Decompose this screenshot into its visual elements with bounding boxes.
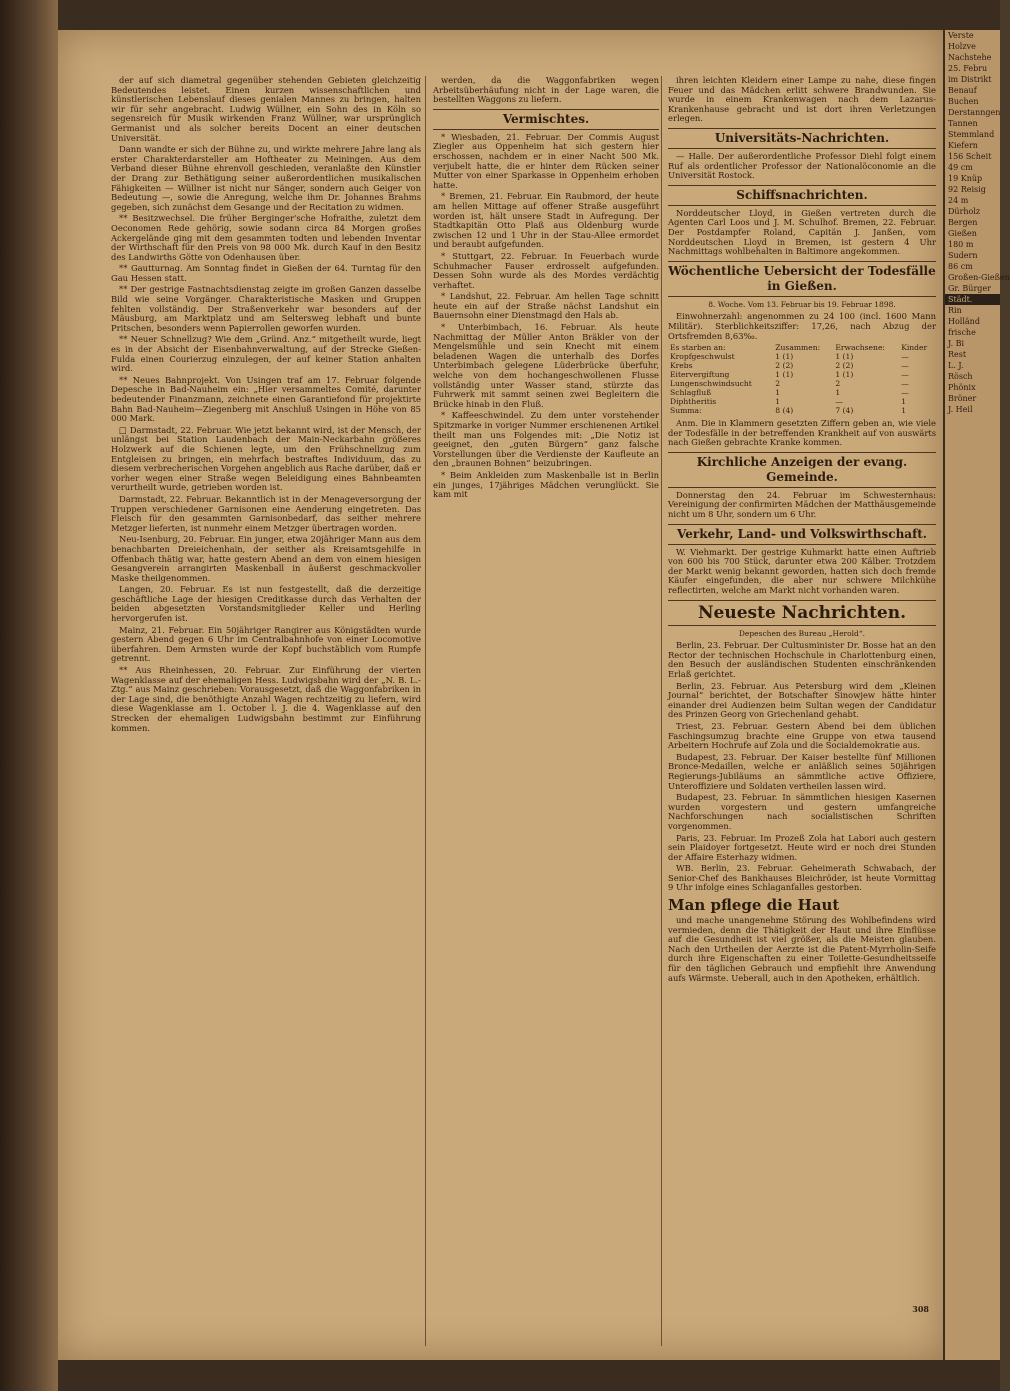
table-row [668,361,936,370]
strip-line: Kiefern [948,141,978,150]
table-cell: 1 [775,388,781,398]
adjacent-page-strip [945,30,1010,1360]
col1-paragraph: Mainz, 21. Februar. Ein 50jähriger Rangirer aus Königstädten wurde gestern Abend gegen 6 Uhr im Centralbahnhofe von einer Locomotive überfahren. Dem Armsten wurde der Kopf buchstäblich vom Rumpfe getrennt. [111,624,421,664]
strip-line: Gießen [948,229,977,238]
table-cell: — [901,370,909,380]
col1-paragraph: ** Neuer Schnellzug? Wie dem „Gründ. Anz.“ mitgetheilt wurde, liegt es in der Absicht der Eisenbahnverwaltung, auf der Strecke Gießen-Fulda einen Courierzug einzulegen, der auf keiner Station anhalten wird. [111,334,421,374]
strip-line: 92 Reisig [948,185,986,194]
strip-line: 19 Knüp [948,174,983,183]
strip-line: Gr. Bürger [948,284,991,293]
strip-line: Rest [948,350,967,359]
news-item: Paris, 23. Februar. Im Prozeß Zola hat Labori auch gestern sein Plaidoyer fortgesetzt. Heute wird er noch drei Stunden der Affaire Esterhazy widmen. [668,832,936,862]
table-row [668,397,936,406]
news-item: Berlin, 23. Februar. Der Cultusminister Dr. Bosse hat an den Rector der technischen Hochschule in Charlottenburg einen, den Besuch der ausländischen Studenten einschränkenden Erlaß gerichtet. [668,640,936,679]
university-news: — Halle. Der außerordentliche Professor Diehl folgt einem Ruf als ordentlicher Professor der Nationalöconomie an die Universität Rostock. [668,150,936,181]
column-1 [111,76,421,1356]
section-heading-mortality: Wöchentliche Uebersicht der Todesfälle in Gießen. [668,261,936,297]
table-header-cell: Kinder [901,343,928,353]
strip-line: 49 cm [948,163,973,172]
table-cell: 1 (1) [835,370,854,380]
strip-line: Buchen [948,97,979,106]
col1-paragraph: Neu-Isenburg, 20. Februar. Ein junger, etwa 20jähriger Mann aus dem benachbarten Dreieichenhain, der seither als Kreisamtsgehilfe in Offenbach thätig war, hatte gestern Abend an dem von einem hiesigen Gesangverein arrangirten Maskenball in äußerst geschmackvoller Maske theilgenommen. [111,534,421,583]
table-cell: Lungenschwindsucht [670,379,752,389]
table-cell: 7 (4) [835,406,854,416]
section-heading-university: Universitäts-Nachrichten. [668,128,936,149]
strip-line: Rösch [948,372,973,381]
table-cell: 8 (4) [775,406,794,416]
table-cell: 1 [775,397,781,407]
table-row [668,379,936,388]
section-heading-latest-news: Neueste Nachrichten. [668,600,936,626]
section-heading-church: Kirchliche Anzeigen der evang. Gemeinde. [668,452,936,488]
table-cell: Summa: [670,406,702,416]
news-item: Budapest, 23. Februar. Der Kaiser bestellte fünf Millionen Bronce-Medaillen, welche er anläßlich seines 50jährigen Regierungs-Jubiläums an sämmtliche active Offiziere, Unteroffiziere und Soldaten vertheilen lassen wird. [668,751,936,791]
table-cell: 1 [901,406,907,416]
col1-paragraph: ** Besitzwechsel. Die früher Berginger'sche Hofraithe, zuletzt dem Oeconomen Rede gehörig, sowie sodann circa 84 Morgen großes Ackergelände ging mit dem gesammten todten und lebenden Inventar der Wirthschaft für den Preis von 98 000 Mk. durch Kauf in den Besitz des Landwirths Götte von Odenhausen über. [111,213,421,262]
column-3 [668,76,936,1356]
col1-paragraph: ** Neues Bahnprojekt. Von Usingen traf am 17. Februar folgende Depesche in Bad-Nauheim ein: „Hier versammeltes Comité, darunter bedeutender Finanzmann, zeichnete einen Garantiefond für projektirte Bahn Bad-Nauheim—Ziegenberg mit Anschluß Usingen in Höhe von 85 000 Mark. [111,374,421,424]
col2-paragraph: * Landshut, 22. Februar. Am hellen Tage schnitt heute ein auf der Straße nächst Landshut ein Bauernsohn einer Dienstmagd den Hals ab. [433,291,659,321]
table-cell: 2 (2) [775,361,794,371]
col1-paragraph: □ Darmstadt, 22. Februar. Wie jetzt bekannt wird, ist der Mensch, der unlängst bei Station Laudenbach der Main-Neckarbahn größeres Holzwerk auf die Schienen legte, um den Frühschnellzug zum Entgleisen zu bringen, ein mehrfach bestraftes Individuum, das zu diesem verbrecherischen Vorgehen angeblich aus Rache darüber, daß er vorher wegen einer Straße wegen Beleidigung eines Bahnbeamten verurtheilt wurde, getrieben worden ist. [111,424,421,493]
strip-line: L. J. [948,361,964,370]
column-rule [661,76,662,1346]
table-cell: — [901,352,909,362]
mortality-population: Einwohnerzahl: angenommen zu 24 100 (incl. 1600 Mann Militär). Sterblichkeitsziffer: 17,26, nach Abzug der Ortsfremden 8,63‰. [668,311,936,341]
newspaper-sheet [58,30,943,1360]
col2-paragraph: * Unterbimbach, 16. Februar. Als heute Nachmittag der Müller Anton Bräkler von der Mengelsmühle und sein Knecht mit einem beladenen Wagen die unterhalb des Dorfes Unterbimbach gelegene Lüderbrücke überfuhr, welche von dem hochangeschwollenen Flusse vollständig unter Wasser stand, stürzte das Fuhrwerk mit sammt seinen zwei Begleitern die Brücke hinab in den Fluß. [433,322,659,409]
table-row [668,406,936,415]
strip-line: Stemmland [948,130,995,139]
strip-line: Bröner [948,394,977,403]
strip-line: Derstanngen [948,108,1001,117]
col1-paragraph: Langen, 20. Februar. Es ist nun festgestellt, daß die derzeitige geschäftliche Lage der hiesigen Creditkasse durch das Verhalten der beiden abgesetzten Vorstandsmitglieder Keller und Herling hervorgerufen ist. [111,584,421,624]
mortality-note: Anm. Die in Klammern gesetzten Ziffern geben an, wie viele der Todesfälle in der betreffenden Krankheit auf von auswärts nach Gießen gebrachte Kranke kommen. [668,418,936,448]
table-cell: 1 (1) [835,352,854,362]
table-cell: Kropfgeschwulst [670,352,735,362]
section-heading-shipping: Schiffsnachrichten. [668,185,936,206]
column-2 [433,76,659,1356]
table-cell: 1 (1) [775,352,794,362]
table-header-cell: Es starben an: [670,343,726,353]
advertisement-text: und mache unangenehme Störung des Wohlbefindens wird vermieden, denn die Thätigkeit der Haut und ihre Einflüsse auf die Gesundheit ist viel größer, als die Meisten glauben. Nach den Urtheilen der Aerzte ist die Patent-Myrrholin-Seife durch ihre Eigenschaften zu einer Toilette-Gesundheitsseife für den täglichen Gebrauch und empfiehlt ihre Anwendung aufs Wärmste. Ueberall, auch in den Apotheken, erhältlich. [668,915,936,983]
table-cell: Krebs [670,361,693,371]
column-rule [425,76,426,1346]
table-cell: 1 (1) [775,370,794,380]
mortality-week: 8. Woche. Vom 13. Februar bis 19. Februar 1898. [708,299,896,309]
strip-line: Phönix [948,383,976,392]
strip-line: 25. Febru [948,64,988,73]
col2-intro: werden, da die Waggonfabriken wegen Arbeitsüberhäufung nicht in der Lage waren, die bestellten Waggons zu liefern. [433,75,659,105]
strip-line: 180 m [948,240,974,249]
table-cell: Diphtheritis [670,397,717,407]
shipping-news: Norddeutscher Lloyd, in Gießen vertreten durch die Agenten Carl Loos und J. M. Schulhof. Bremen, 22. Februar. Der Postdampfer Roland, Capitän J. Janßen, vom Norddeutschen Lloyd in Bremen, ist gestern 4 Uhr Nachmittags wohlbehalten in Baltimore angekommen. [668,207,936,257]
strip-line: J. Heil [948,405,973,414]
table-cell: — [835,397,843,407]
col2-paragraph: * Beim Ankleiden zum Maskenballe ist in Berlin ein junges, 17jähriges Mädchen verunglückt. Sie kam mit [433,469,659,500]
strip-line: Städt. [945,294,1000,305]
table-cell: 2 [835,379,841,389]
table-row [668,388,936,397]
table-cell: Eitervergiftung [670,370,730,380]
table-header-row [668,343,936,352]
table-header-cell: Zusammen: [775,343,821,353]
col2-paragraph: * Wiesbaden, 21. Februar. Der Commis August Ziegler aus Oppenheim hat sich gestern hier erschossen, nachdem er in einer Nacht 500 Mk. verjubelt hatte, die er hinter dem Rücken seiner Mutter von einer Sparkasse in Oppenheim erhoben hatte. [433,131,659,190]
section-heading-vermischtes: Vermischtes. [433,109,659,130]
table-header-cell: Erwachsene: [835,343,885,353]
news-item: WB. Berlin, 23. Februar. Geheimerath Schwabach, der Senior-Chef des Bankhauses Bleichröder, ist heute Vormittag 9 Uhr infolge eines Schlaganfalles gestorben. [668,863,936,893]
economy-news: W. Viehmarkt. Der gestrige Kuhmarkt hatte einen Auftrieb von 600 bis 700 Stück, darunter etwa 200 Kälber. Trotzdem der Markt wenig bekannt geworden, hatten sich doch fremde Käufer eingefunden, die aber nur schwere Milchkühe reflectirten, welche am Markt nicht vorhanden waren. [668,546,936,596]
col2-paragraph: * Stuttgart, 22. Februar. In Feuerbach wurde Schuhmacher Fauser erdrosselt aufgefunden. Dessen Sohn wurde als des Mordes verdächtig verhaftet. [433,250,659,290]
strip-line: Großen-Gießen [948,273,1010,282]
strip-line: Sudern [948,251,978,260]
table-cell: — [901,361,909,371]
table-row [668,352,936,361]
news-item: Berlin, 23. Februar. Aus Petersburg wird dem „Kleinen Journal“ berichtet, der Botschafter Sinowjew hätte hinter einander drei Audienzen beim Sultan wegen der Candidatur des Prinzen Georg von Griechenland gehabt. [668,680,936,720]
col3-intro: ihren leichten Kleidern einer Lampe zu nahe, diese fingen Feuer und das Mädchen erlitt schwere Brandwunden. Sie wurde in einem Krankenwagen nach dem Lazarus-Krankenhause gebracht und ist dort ihren Verletzungen erlegen. [668,75,936,124]
table-cell: — [901,388,909,398]
strip-line: Rin [948,306,962,315]
col1-paragraph: ** Gautturnag. Am Sonntag findet in Gießen der 64. Turntag für den Gau Hessen statt. [111,263,421,283]
col1-paragraph: ** Aus Rheinhessen, 20. Februar. Zur Einführung der vierten Wagenklasse auf der ehemaligen Hess. Ludwigsbahn wird der „N. B. L.-Ztg.“ aus Mainz geschrieben: Vorausgesetzt, daß die Waggonfabriken in der Lage sind, die benöthigte Anzahl Wagen rechtzeitig zu liefern, wird diese Wagenklasse am 1. October l. J. die 4. Wagenklasse auf den Strecken der ehemaligen Ludwigsbahn bestimmt zur Einführung kommen. [111,665,421,733]
strip-line: Dürholz [948,207,981,216]
table-row [668,370,936,379]
book-binding [0,0,58,1391]
strip-line: 156 Scheit [948,152,992,161]
col2-paragraph: * Kaffeeschwindel. Zu dem unter vorstehender Spitzmarke in voriger Nummer erschienenen Artikel theilt man uns Folgendes mit: „Die Notiz ist geeignet, den „guten Bürgern“ ganz falsche Vorstellungen über die Verdienste der Kaufleute an den „braunen Bohnen“ beizubringen. [433,410,659,469]
col1-paragraph: Darmstadt, 22. Februar. Bekanntlich ist in der Menageversorgung der Truppen verschiedener Garnisonen eine Aenderung eingetreten. Das Fleisch für den gesammten Garnisonbedarf, das seither mehrere Metzger lieferten, ist nunmehr einem Metzger übertragen worden. [111,493,421,533]
strip-line: Holzve [948,42,976,51]
strip-line: 24 m [948,196,969,205]
section-heading-economy: Verkehr, Land- und Volkswirthschaft. [668,524,936,545]
strip-line: Nachstehe [948,53,992,62]
strip-line: Benauf [948,86,977,95]
col1-paragraph: Dann wandte er sich der Bühne zu, und wirkte mehrere Jahre lang als erster Charakterdarsteller am Hoftheater zu Meiningen. Aus dem Verband dieser Bühne ehrenvoll geschieden, veranlaßte den Künstler der Drang zur Bethätigung seiner außerordentlichen musikalischen Fähigkeiten — Wüllner ist nicht nur Sänger, sondern auch Geiger von Bedeutung —, sowie die Anregung, welche ihm Dr. Johannes Brahms gegeben, sich zunächst dem Gesange und der Recitation zu widmen. [111,144,421,212]
church-notice: Donnerstag den 24. Februar im Schwesternhaus: Vereinigung der confirmirten Mädchen der Matthäusgemeinde nicht um 8 Uhr, sondern um 6 Uhr. [668,489,936,520]
table-cell: Schlagfluß [670,388,712,398]
strip-line: Holländ [948,317,980,326]
strip-line: Verste [948,31,974,40]
news-item: Budapest, 23. Februar. In sämmtlichen hiesigen Kasernen wurden vorgestern und gestern umfangreiche Nachforschungen nach socialistischen Schriften vorgenommen. [668,792,936,831]
strip-line: im Distrikt [948,75,992,84]
advertisement-heading: Man pflege die Haut [668,896,840,915]
col2-paragraph: * Bremen, 21. Februar. Ein Raubmord, der heute am hellen Mittage auf offener Straße ausgeführt worden ist, hält unsere Stadt in Aufregung. Der Stadtkapitän Otto Plaß aus Oldenburg wurde zwischen 12 und 1 Uhr in der Stau-Allee ermordet und beraubt aufgefunden. [433,191,659,250]
strip-line: frische [948,328,976,337]
table-cell: 2 (2) [835,361,854,371]
table-cell: 1 [835,388,841,398]
mortality-table [668,343,936,415]
news-source: Depeschen des Bureau „Herold“. [738,628,866,638]
strip-line: Bergen [948,218,978,227]
col1-paragraph: der auf sich diametral gegenüber stehenden Gebieten gleichzeitig Bedeutendes leistet. Einen kurzen wissenschaftlichen und künstlerischen Lebenslauf dieses genialen Mannes zu bringen, halten wir für sehr angebracht. Ludwig Wüllner, ein Sohn des in Köln so segensreich für Musik wirkenden Franz Wüllner, war ursprünglich Germanist und als solcher bereits Docent an einer deutschen Universität. [111,75,421,143]
page-number: 308 [912,1304,929,1314]
strip-line: 86 cm [948,262,973,271]
news-item: Triest, 23. Februar. Gestern Abend bei dem üblichen Faschingsumzug brachte eine Gruppe von etwa tausend Arbeitern Hochrufe auf Zola und die Socialdemokratie aus. [668,720,936,751]
strip-line: Tannen [948,119,978,128]
table-cell: — [901,379,909,389]
table-cell: 1 [901,397,907,407]
col1-paragraph: ** Der gestrige Fastnachtsdienstag zeigte im großen Ganzen dasselbe Bild wie seine Vorgänger. Charakteristische Masken und Gruppen fehlten vollständig. Der Straßenverkehr war besonders auf der Mäusburg, am Marktplatz und am Seltersweg lebhaft und bunte Pritschen, besonders wenn Papierrollen geworfen wurden. [111,284,421,333]
strip-line: J. Bi [948,339,965,348]
table-cell: 2 [775,379,781,389]
